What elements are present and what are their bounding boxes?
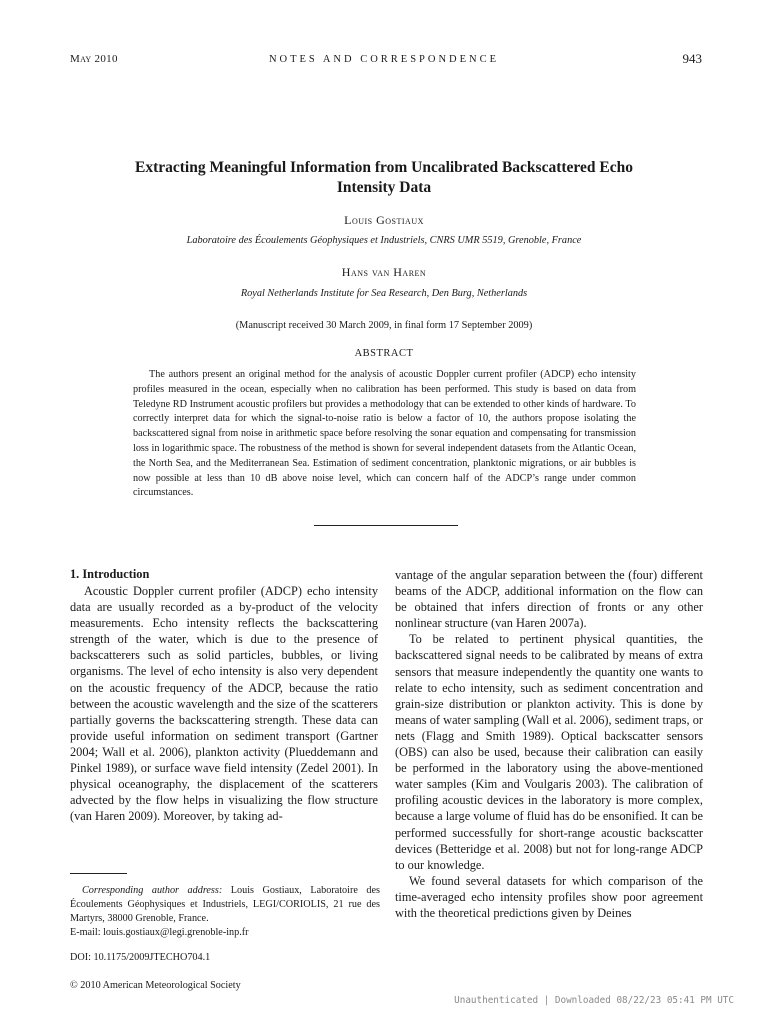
running-header-date: May 2010 xyxy=(70,53,118,65)
left-column xyxy=(70,583,378,824)
author-affiliation: Laboratoire des Écoulements Géophysiques et Industriels, CNRS UMR 5519, Grenoble, France xyxy=(186,235,582,246)
page-number: 943 xyxy=(682,51,702,66)
body-paragraph: Acoustic Doppler current profiler (ADCP) echo intensity data are usually recorded as a by-product of the velocity measurements. Echo intensity reflects the backscattering strength of the water, which is due to the presence of backscatterers such as solid particles, bubbles, or living organisms. The level of echo intensity is also very dependent on the acoustic frequency of the ADCP, because the ratio between the acoustic wavelength and the size of the scatterers partially governs the backscattering strength. These data can provide useful information on sediment transport (Gartner 2004; Wall et al. 2006), plankton activity (Plueddemann and Pinkel 1989), or surface wave field intensity (Zedel 2001). In physical oceanography, the displacement of the scatterers advected by the flow helps in visualizing the flow structure (van Haren 2009). Moreover, by taking ad- xyxy=(70,584,378,824)
copyright: © 2010 American Meteorological Society xyxy=(70,980,241,991)
body-paragraph: We found several datasets for which comparison of the time-averaged echo intensity profiles show poor agreement with the theoretical predictions given by Deines xyxy=(395,873,703,920)
body-paragraph: vantage of the angular separation between the (four) different beams of the ADCP, additional information on the flow can be obtained that infers direction of fronts or any other nonlinear structure (van Haren 2007a). xyxy=(395,568,703,631)
author-name: Louis Gostiaux xyxy=(344,213,424,227)
footnote xyxy=(70,884,380,940)
section-divider xyxy=(314,525,458,526)
footnote-rule xyxy=(70,873,127,874)
right-column xyxy=(395,567,703,921)
footnote-address-text: Louis Gostiaux, Laboratoire des Écoulements Géophysiques et Industriels, LEGI/CORIOLIS, 21 rue des Martyrs, 38000 Grenoble, France. xyxy=(70,885,381,924)
author-affiliation: Royal Netherlands Institute for Sea Research, Den Burg, Netherlands xyxy=(240,288,528,299)
footnote-label: Corresponding author address: xyxy=(82,885,223,896)
doi: DOI: 10.1175/2009JTECHO704.1 xyxy=(70,952,211,963)
section-heading: 1. Introduction xyxy=(70,567,150,581)
footnote-email: E-mail: louis.gostiaux@legi.grenoble-inp.fr xyxy=(70,927,249,938)
abstract-text: The authors present an original method for the analysis of acoustic Doppler current profiler (ADCP) echo intensity profiles measured in the ocean, especially when no calibration has been performed. This study is based on data from Teledyne RD Instrument acoustic profilers but provides a methodology that can be extended to other kinds of hardware. To correctly interpret data for which the signal-to-noise ratio is below a factor of 10, the authors propose isolating the backscattered signal from noise in arithmetic space before resolving the sonar equation and compensating for transmission loss in logarithmic space. The robustness of the method is shown for several independent datasets from the Atlantic Ocean, the North Sea, and the Mediterranean Sea. Estimation of sediment concentration, planktonic migrations, or air bubbles is now possible at less than 10 dB above noise level, which can concern half of the ADCP’s range under common circumstances. xyxy=(133,369,636,499)
manuscript-dates: (Manuscript received 30 March 2009, in final form 17 September 2009) xyxy=(235,320,533,331)
running-header-section: NOTES AND CORRESPONDENCE xyxy=(268,54,500,65)
author-name: Hans van Haren xyxy=(341,265,427,279)
download-stamp: Unauthenticated | Downloaded 08/22/23 05:41 PM UTC xyxy=(454,995,734,1006)
footnote-address xyxy=(70,884,380,926)
article-title: Extracting Meaningful Information from Uncalibrated Backscattered Echo Intensity Data xyxy=(135,159,633,196)
abstract-heading: ABSTRACT xyxy=(354,348,414,359)
body-paragraph: To be related to pertinent physical quantities, the backscattered signal needs to be calibrated by means of extra sensors that measure independently the quantity one wants to relate to echo intensity, such as sediment concentration and grain-size distribution or plankton activity. This is done by means of water sampling (Wall et al. 2006), sediment traps, or nets (Flagg and Smith 1989). Optical backscatter sensors (OBS) can also be used, because their calibration can easily be performed in the laboratory using the above-mentioned water samples (Kim and Voulgaris 2003). The calibration of profiling acoustic devices in the laboratory is more complex, because a large volume of fluid has do be ensonified. It can be performed successfully for short-range acoustic backscatter devices (Betteridge et al. 2008) but not for long-range ADCP to our knowledge. xyxy=(395,632,703,872)
